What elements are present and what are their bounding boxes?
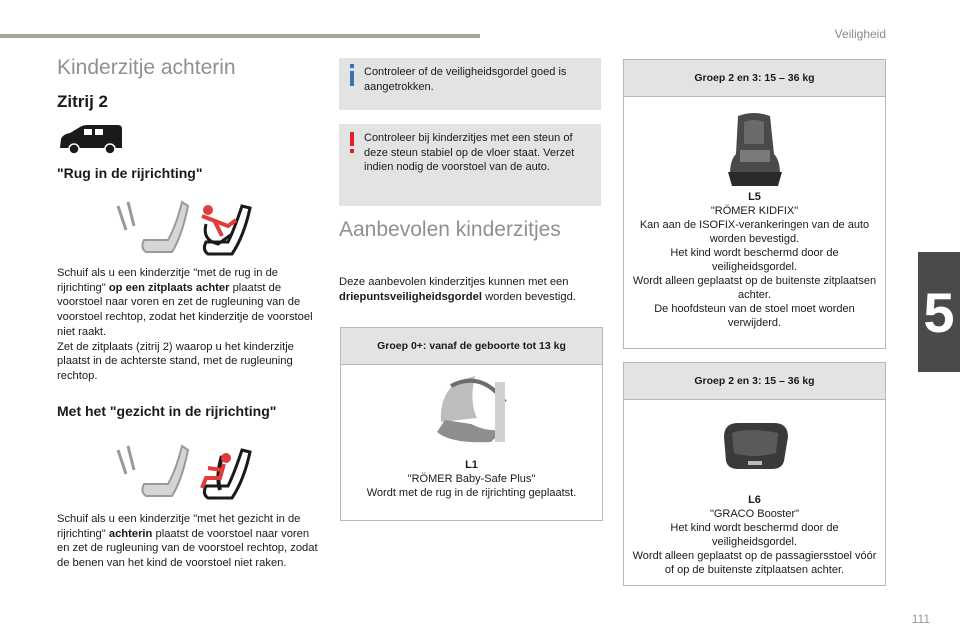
seat-name: "RÖMER Baby-Safe Plus" — [407, 473, 536, 485]
row-subtitle: Zitrij 2 — [57, 92, 109, 111]
booster-cushion-image — [718, 417, 792, 475]
info-note — [339, 58, 601, 110]
seat-code: L6 — [748, 494, 761, 506]
page-title: Kinderzitje achterin — [57, 56, 236, 79]
rear-facing-seat-illustration — [110, 196, 260, 260]
forward-p1: Schuif als u een kinderzitje "met het gezicht in de rijrichting" — [57, 513, 301, 540]
rear-p1-bold: op een zitplaats achter — [108, 281, 230, 294]
card-description — [628, 493, 881, 577]
rear-p1-end: plaatst de voorstoel naar voren en zet de rugleuning van de voorstoel rechtop, zodat het kinderzitje de voorstoel niet raakt. — [57, 281, 313, 338]
card-header: Groep 0+: vanaf de geboorte tot 13 kg — [341, 328, 602, 365]
card-header: Groep 2 en 3: 15 – 36 kg — [624, 60, 885, 97]
intro-text: Deze aanbevolen kinderzitjes kunnen met een — [339, 276, 569, 288]
seat-name: "GRACO Booster" — [709, 508, 800, 520]
intro-end: worden bevestigd. — [481, 290, 576, 303]
seat-line-3: Wordt alleen geplaatst op de buitenste zitplaatsen achter. — [632, 275, 877, 301]
rear-p1: Schuif als u een kinderzitje "met de rug in de rijrichting" — [57, 267, 279, 294]
warning-icon — [347, 132, 357, 154]
forward-p1-bold: achterin — [108, 527, 153, 540]
warning-note — [339, 124, 601, 206]
seat-line-4: De hoofdsteun van de stoel moet worden verwijderd. — [654, 303, 855, 329]
info-note-text: Controleer of de veiligheidsgordel goed is aangetrokken. — [364, 66, 567, 93]
card-description — [351, 458, 592, 500]
booster-seat-with-back-image — [720, 110, 790, 190]
seat-card-l1 — [340, 327, 603, 521]
rear-p2: Zet de zitplaats (zitrij 2) waarop u het kinderzitje plaatst in de achterste stand, met de rugleuning rechtop. — [57, 340, 294, 382]
seat-line-1: Wordt met de rug in de rijrichting geplaatst. — [366, 487, 577, 499]
forward-facing-paragraph — [57, 512, 319, 571]
seat-name: "RÖMER KIDFIX" — [710, 205, 799, 217]
intro-bold: driepuntsveiligheidsgordel — [339, 290, 482, 303]
seat-code: L1 — [465, 459, 478, 471]
forward-p1-end: plaatst de voorstoel naar voren en zet de rugleuning van de voorstoel rechtop, zodat de benen van het kind de voorstoel niet raken. — [57, 527, 318, 570]
warning-note-text: Controleer bij kinderzitjes met een steun of deze steun stabiel op de vloer staat. Verzet indien nodig de voorstoel van de auto. — [364, 132, 575, 173]
seat-card-l6 — [623, 362, 886, 586]
card-header: Groep 2 en 3: 15 – 36 kg — [624, 363, 885, 400]
forward-facing-seat-illustration — [110, 440, 260, 504]
seat-card-l5 — [623, 59, 886, 349]
seat-line-2: Wordt alleen geplaatst op de passagiersstoel vóór of op de buitenste zitplaatsen achter. — [632, 550, 877, 576]
page-number: 111 — [911, 612, 930, 626]
seat-line-1: Kan aan de ISOFIX-verankeringen van de auto worden bevestigd. — [639, 219, 870, 245]
seat-line-2: Het kind wordt beschermd door de veiligheidsgordel. — [670, 247, 839, 273]
rear-facing-paragraph — [57, 266, 319, 384]
seat-line-1: Het kind wordt beschermd door de veiligheidsgordel. — [670, 522, 839, 548]
recommended-title: Aanbevolen kinderzitjes — [339, 218, 561, 241]
info-icon — [347, 64, 357, 86]
infant-carrier-image — [431, 372, 511, 448]
van-icon — [58, 124, 124, 156]
header-rule — [0, 34, 480, 38]
chapter-tab: 5 — [918, 252, 960, 372]
seat-code: L5 — [748, 191, 761, 203]
recommended-intro — [339, 275, 589, 304]
section-title: Veiligheid — [834, 27, 886, 41]
rear-facing-heading: "Rug in de rijrichting" — [57, 165, 203, 181]
card-description — [632, 190, 877, 330]
forward-facing-heading: Met het "gezicht in de rijrichting" — [57, 403, 277, 419]
